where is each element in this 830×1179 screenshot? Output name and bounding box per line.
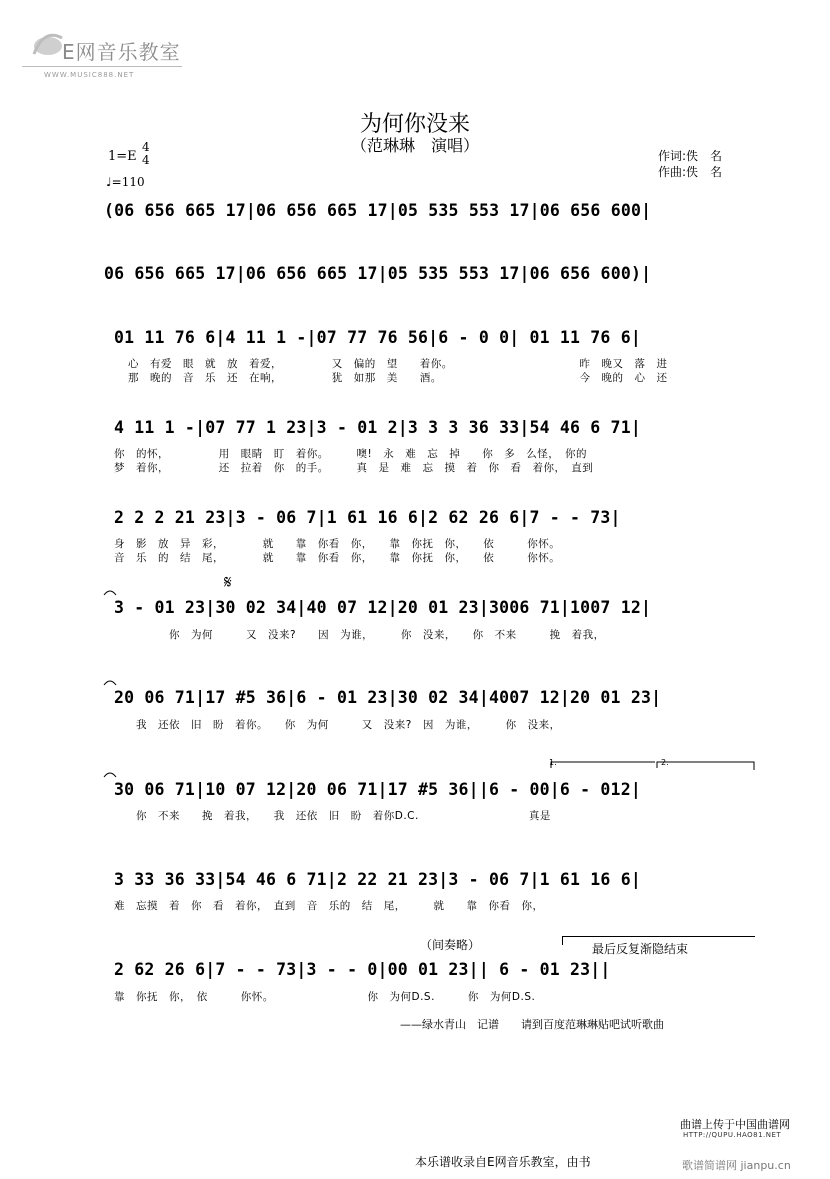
footer-source: 本乐谱收录自E网音乐教室，由书 bbox=[415, 1155, 591, 1169]
notes: (06 656 665 17|06 656 665 17|05 535 553 17|06 656 600| bbox=[104, 201, 652, 220]
notes: 06 656 665 17|06 656 665 17|05 535 553 17|06 656 600)| bbox=[104, 264, 652, 283]
notes: 2 2 2 21 23|3 - 06 7|1 61 16 6|2 62 26 6|7 - - 73| bbox=[114, 508, 621, 527]
time-signature-bottom: 4 bbox=[142, 153, 150, 167]
lyric-line-4a: 你 的怀， 用 眼睛 盯 着你。 噢! 永 难 忘 掉 你 多 么怪， 你的 bbox=[114, 448, 587, 460]
upload-url: HTTP://QUPU.HAO81.NET bbox=[683, 1131, 782, 1139]
watermark: 歌谱简谱网 jianpu.cn bbox=[682, 1159, 791, 1172]
lyric-line-9: 难 忘摸 着 你 看 着你， 直到 音 乐的 结 尾， 就 靠 你看 你， bbox=[114, 900, 544, 912]
quarter-note-icon: ♩ bbox=[106, 175, 112, 189]
lyricist: 作词:佚 名 bbox=[658, 149, 723, 163]
key-signature: 1=E bbox=[108, 149, 137, 164]
upload-credit: 曲谱上传于中国曲谱网 bbox=[680, 1118, 790, 1131]
volta-second: 2. bbox=[661, 758, 669, 767]
lyric-line-5a: 身 影 放 异 彩， 就 靠 你看 你， 靠 你抚 你， 依 你怀。 bbox=[114, 538, 561, 550]
notes: 3 33 36 33|54 46 6 71|2 22 21 23|3 - 06 7|1 61 16 6| bbox=[114, 870, 641, 889]
lyric-line-4b: 梦 着你， 还 拉着 你 的手。 真 是 难 忘 摸 着 你 看 着你， 直到 bbox=[114, 462, 594, 474]
song-subtitle: （范琳琳 演唱） bbox=[350, 136, 479, 155]
notes: 3 - 01 23|30 02 34|40 07 12|20 01 23|3006 71|1007 12| bbox=[114, 598, 652, 617]
lyric-line-8: 你 不来 挽 着我， 我 还依 旧 盼 着你D.C. 真是 bbox=[114, 810, 551, 822]
interlude-note: （间奏略） bbox=[420, 938, 481, 952]
scribe-note: ——绿水青山 记谱 请到百度范琳琳贴吧试听歌曲 bbox=[400, 1018, 664, 1031]
logo-text: E网音乐教室 bbox=[62, 40, 181, 64]
lyric-line-10: 靠 你抚 你， 依 你怀。 你 为何D.S. 你 为何D.S. bbox=[114, 991, 536, 1003]
lyric-line-7: 我 还依 旧 盼 着你。 你 为何 又 没来? 因 为谁， 你 没来， bbox=[114, 719, 561, 731]
time-signature-top: 4 bbox=[142, 140, 150, 154]
ending-note: 最后反复渐隐结束 bbox=[592, 942, 689, 956]
logo-url: WWW.MUSIC888.NET bbox=[44, 71, 135, 79]
song-title: 为何你没来 bbox=[359, 112, 470, 137]
lyric-line-6: 你 为何 又 没来? 因 为谁， 你 没来， 你 不来 挽 着我， bbox=[114, 629, 605, 641]
notes: 4 11 1 -|07 77 1 23|3 - 01 2|3 3 3 36 33|54 46 6 71| bbox=[114, 418, 641, 437]
segno-sign: 𝄋 bbox=[224, 572, 232, 593]
composer: 作曲:佚 名 bbox=[658, 165, 723, 179]
lyric-line-3b: 那 晚的 音 乐 还 在响， 犹 如那 美 酒。 今 晚的 心 还 bbox=[128, 372, 668, 384]
notes: 30 06 71|10 07 12|20 06 71|17 #5 36||6 - 00|6 - 012| bbox=[114, 780, 641, 799]
notes: 20 06 71|17 #5 36|6 - 01 23|30 02 34|4007 12|20 01 23| bbox=[114, 688, 662, 707]
lyric-line-3a: 心 有爱 眼 就 放 着爱， 又 偏的 望 着你。 昨 晚又 落 进 bbox=[128, 358, 668, 370]
notes: 01 11 76 6|4 11 1 -|07 77 76 56|6 - 0 0| 01 11 76 6| bbox=[114, 328, 641, 347]
volta-first: 1. bbox=[549, 758, 557, 767]
notes: 2 62 26 6|7 - - 73|3 - - 0|00 01 23|| 6 - 01 23|| bbox=[114, 960, 611, 979]
lyric-line-5b: 音 乐 的 结 尾， 就 靠 你看 你， 靠 你抚 你， 依 你怀。 bbox=[114, 552, 561, 564]
tempo-value: =110 bbox=[111, 175, 145, 189]
